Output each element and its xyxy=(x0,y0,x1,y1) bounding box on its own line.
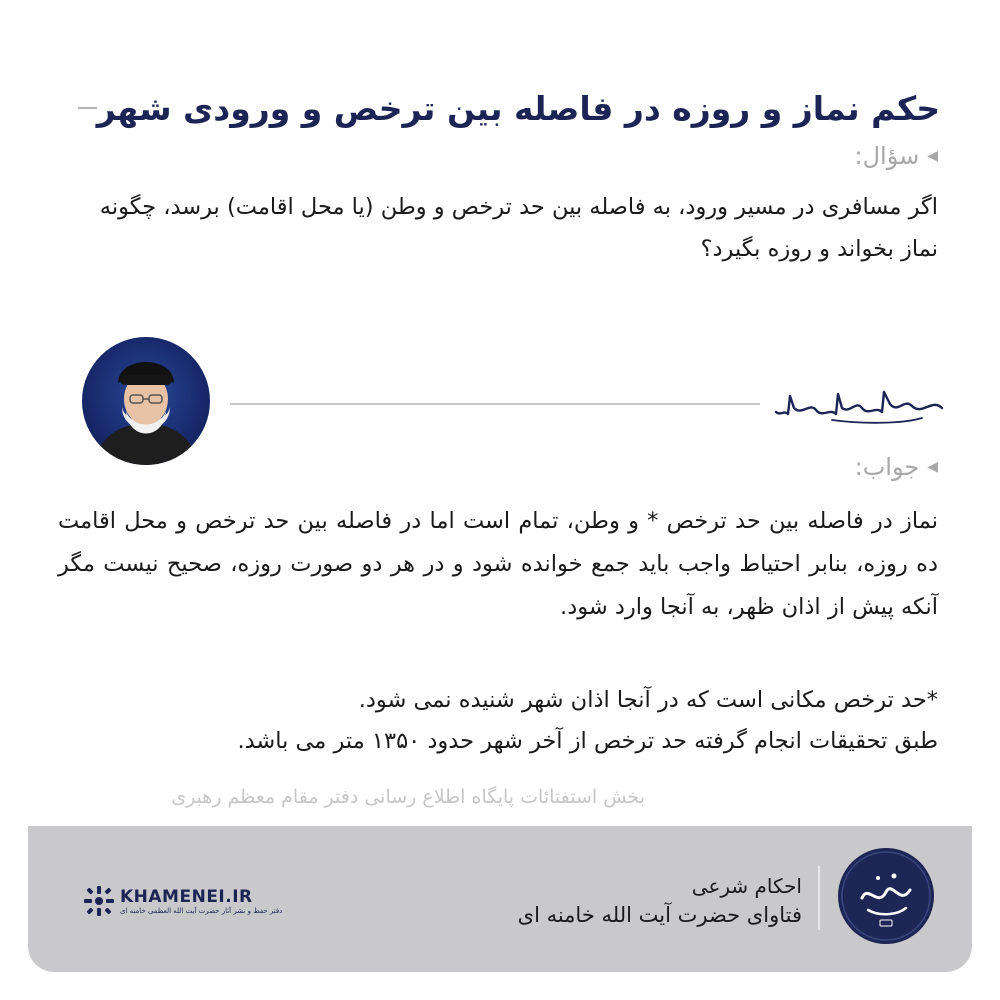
footer xyxy=(28,826,972,972)
answer-label xyxy=(855,453,938,481)
logo-subtitle: دفتر حفظ و نشر آثار حضرت آیت الله العظمی خامنه ای xyxy=(120,907,283,915)
footer-line-1: احکام شرعی xyxy=(691,874,802,898)
question-label xyxy=(855,142,938,170)
portrait-figure xyxy=(82,337,210,465)
title-divider xyxy=(78,107,97,109)
emblem-icon xyxy=(838,848,934,944)
triangle-left-icon: ◀ xyxy=(927,459,938,475)
page-title: حکم نماز و روزه در فاصله بین ترخص و ورودی شهر xyxy=(96,88,940,128)
logo-name: KHAMENEI.IR xyxy=(120,887,253,907)
footnote-1: *حد ترخص مکانی است که در آنجا اذان شهر شنیده نمی شود. xyxy=(358,687,938,713)
logo-brand xyxy=(120,887,282,915)
footnotes xyxy=(58,680,938,762)
footnote-2: طبق تحقیقات انجام گرفته حد ترخص از آخر شهر حدود ۱۳۵۰ متر می باشد. xyxy=(237,728,938,754)
bismillah-calligraphy xyxy=(772,378,952,428)
footer-line-2: فتاوای حضرت آیت الله خامنه ای xyxy=(517,903,802,927)
khamenei-logo-icon xyxy=(82,884,116,918)
portrait-image xyxy=(82,337,210,465)
source-credit: بخش استفتائات پایگاه اطلاع رسانی دفتر مقام معظم رهبری xyxy=(171,786,645,808)
title-row xyxy=(60,78,940,138)
triangle-left-icon: ◀ xyxy=(927,148,938,164)
signature-divider xyxy=(230,403,760,405)
question-label-text: سؤال: xyxy=(854,142,920,170)
footer-divider xyxy=(818,866,820,930)
answer-text xyxy=(58,500,938,629)
question-text: اگر مسافری در مسیر ورود، به فاصله بین حد ترخص و وطن (یا محل اقامت) برسد، چگونه نماز بخواند و روزه بگیرد؟ xyxy=(99,194,938,262)
answer-body: نماز در فاصله بین حد ترخص * و وطن، تمام است اما در فاصله بین حد ترخص و محل اقامت ده روزه، بنابر احتیاط واجب باید جمع خوانده شود و در هر دو صورت روزه، صحیح نیست مگر آنکه پیش از اذان ظهر، به آنجا وارد شود. xyxy=(58,508,938,620)
emblem-calligraphy-icon xyxy=(838,848,934,944)
khamenei-logo xyxy=(82,884,282,918)
bismillah-signature-icon xyxy=(772,378,952,428)
footer-text xyxy=(518,872,802,930)
answer-label-text: جواب: xyxy=(854,453,920,481)
